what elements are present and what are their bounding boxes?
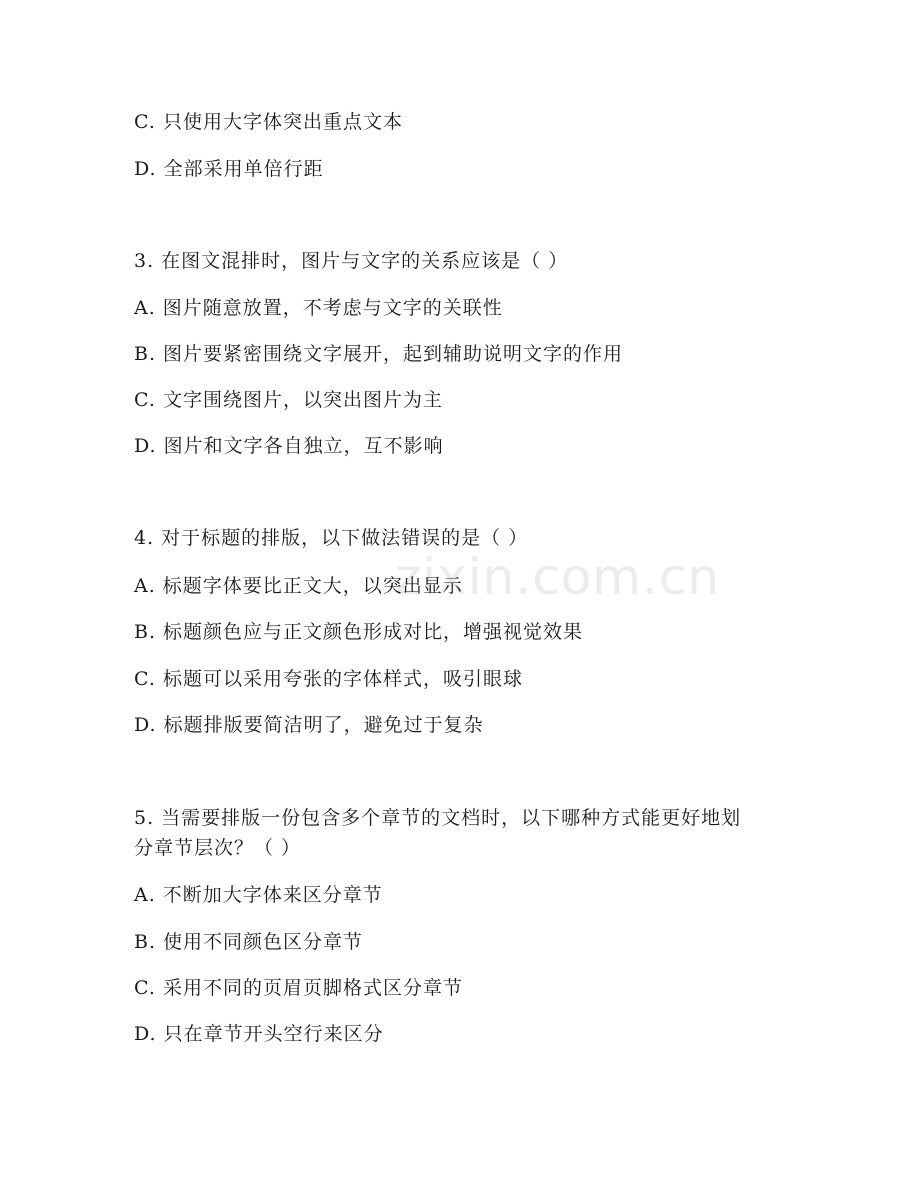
q3-option-c: C. 文字围绕图片，以突出图片为主	[134, 389, 443, 411]
q5-option-a: A. 不断加大字体来区分章节	[134, 884, 383, 906]
watermark: zixin.com.cn	[395, 548, 721, 606]
q2-option-c: C. 只使用大字体突出重点文本	[134, 111, 403, 133]
q3-option-b: B. 图片要紧密围绕文字展开，起到辅助说明文字的作用	[134, 343, 624, 365]
q5-stem-line2: 分章节层次？（ ）	[134, 837, 302, 859]
q5-option-c: C. 采用不同的页眉页脚格式区分章节	[134, 977, 463, 999]
q5-stem-line1: 5. 当需要排版一份包含多个章节的文档时，以下哪种方式能更好地划	[134, 807, 742, 829]
q4-option-c: C. 标题可以采用夸张的字体样式，吸引眼球	[134, 668, 523, 690]
q3-option-d: D. 图片和文字各自独立，互不影响	[134, 435, 444, 457]
q5-option-d: D. 只在章节开头空行来区分	[134, 1023, 384, 1045]
q2-option-d: D. 全部采用单倍行距	[134, 158, 324, 180]
q4-stem: 4. 对于标题的排版，以下做法错误的是（ ）	[134, 527, 529, 549]
q4-option-a: A. 标题字体要比正文大，以突出显示	[134, 575, 463, 597]
q3-option-a: A. 图片随意放置，不考虑与文字的关联性	[134, 297, 503, 319]
q4-option-b: B. 标题颜色应与正文颜色形成对比，增强视觉效果	[134, 621, 584, 643]
q5-option-b: B. 使用不同颜色区分章节	[134, 931, 364, 953]
q3-stem: 3. 在图文混排时，图片与文字的关系应该是（ ）	[134, 250, 569, 272]
q4-option-d: D. 标题排版要简洁明了，避免过于复杂	[134, 714, 484, 736]
